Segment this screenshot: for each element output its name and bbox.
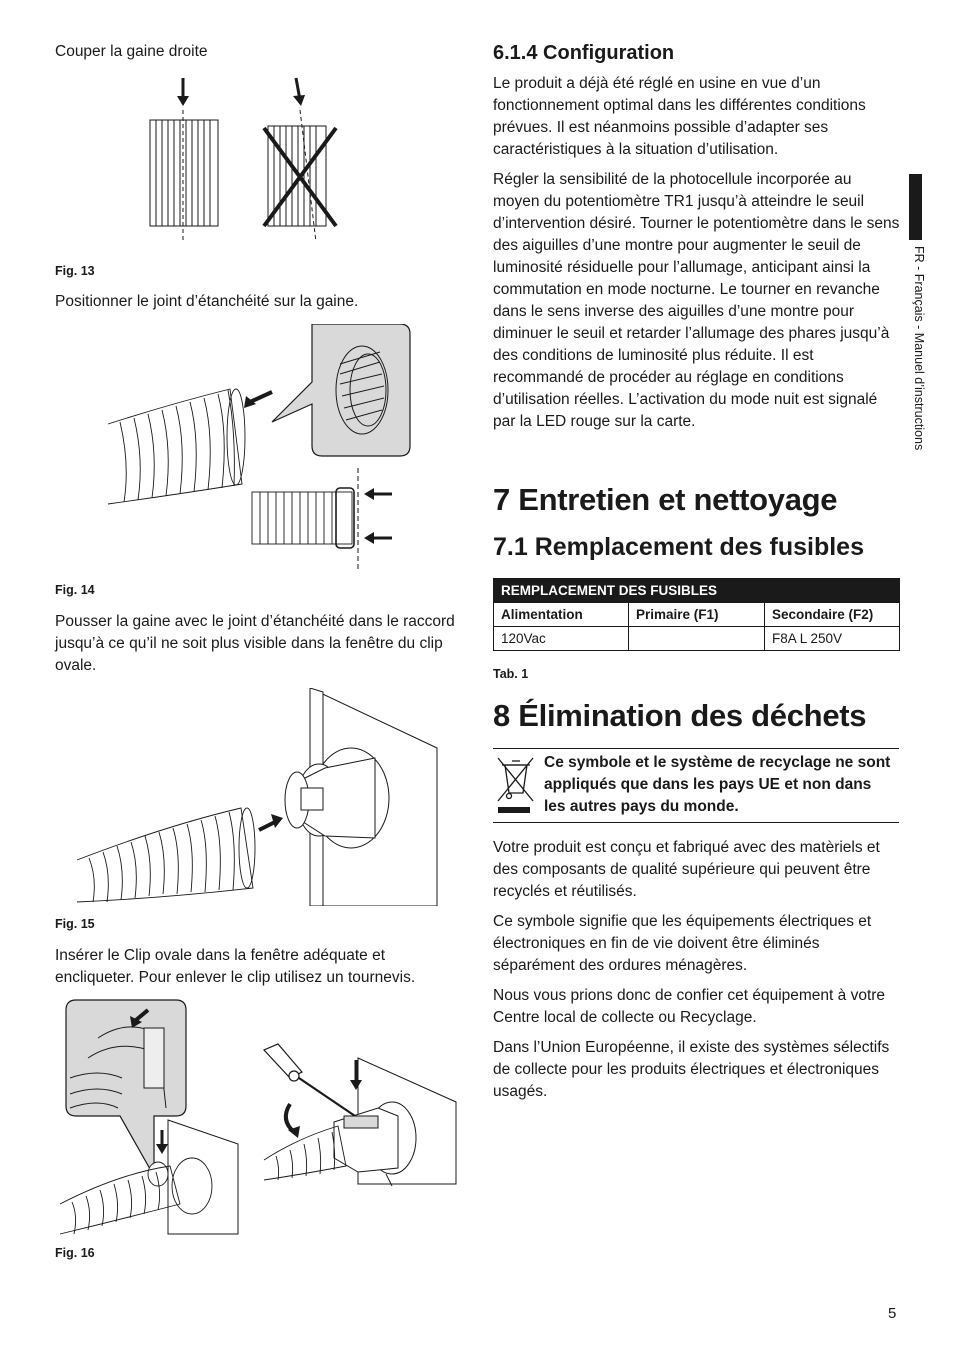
fig13-label: Fig. 13 <box>55 264 95 278</box>
section-7-heading: 7 Entretien et nettoyage <box>493 482 838 517</box>
page-number: 5 <box>888 1305 897 1322</box>
fig14-illustration <box>100 324 420 574</box>
disposal-para-1: Votre produit est conçu et fabriqué avec des matèriels et des composants de qualité supérieure qui peuvent être recyclés et réutilisés. <box>493 839 880 900</box>
fig15-label: Fig. 15 <box>55 917 95 931</box>
language-tab-marker <box>909 174 922 240</box>
fig16-illustration <box>58 998 458 1236</box>
fuse-table-header: Alimentation <box>494 603 629 627</box>
disposal-para-2: Ce symbole signifie que les équipements électriques et électroniques en fin de vie doivent être éliminés séparément des ordures ménagères. <box>493 913 872 974</box>
fuse-table-header: Primaire (F1) <box>629 603 765 627</box>
fig15-illustration <box>75 688 445 906</box>
table-cell: F8A L 250V <box>765 627 900 651</box>
fig16-caption: Insérer le Clip ovale dans la fenêtre adéquate et encliqueter. Pour enlever le clip utilisez un tournevis. <box>55 947 416 986</box>
fig13-caption: Couper la gaine droite <box>55 43 208 60</box>
disposal-text <box>493 837 903 1111</box>
fig16-label: Fig. 16 <box>55 1246 95 1260</box>
fig13-illustration <box>140 74 340 254</box>
table-cell: 120Vac <box>494 627 629 651</box>
fuse-table-header: Secondaire (F2) <box>765 603 900 627</box>
configuration-para-2: Régler la sensibilité de la photocellule incorporée au moyen du potentiomètre TR1 jusqu’à atteindre le seuil d’intervention désiré. Tourner le potentiomètre dans le sens des aiguilles d’une montre pour augmenter le seuil de luminosité résiduelle pour l’allumage, anticipant ainsi la commutation en mode nocturne. Le tourner en revanche dans le sens inverse des aiguilles d’une montre pour diminuer le seuil et retarder l’allumage des phares jusqu’à des conditions de luminosité plus réduite. Il est recommandé de procéder au réglage en conditions d’utilisation réelles. L’activation du mode nuit est signalé par la LED rouge sur la carte. <box>493 171 900 430</box>
configuration-text <box>493 73 901 441</box>
language-tab-label: FR - Français - Manuel d’instructions <box>912 246 926 451</box>
table-cell <box>629 627 765 651</box>
configuration-heading: 6.1.4 Configuration <box>493 42 675 64</box>
fig14-caption: Positionner le joint d’étanchéité sur la gaine. <box>55 293 359 310</box>
table-row <box>494 627 900 651</box>
fuse-table <box>493 578 900 651</box>
weee-notice-text: Ce symbole et le système de recyclage ne sont appliqués que dans les pays UE et non dans les autres pays du monde. <box>544 754 891 815</box>
table-caption: Tab. 1 <box>493 667 529 681</box>
section-8-heading: 8 Élimination des déchets <box>493 698 867 733</box>
disposal-para-3: Nous vous prions donc de confier cet équipement à votre Centre local de collecte ou Recyclage. <box>493 987 886 1026</box>
crossed-bin-icon <box>495 755 535 813</box>
disposal-para-4: Dans l’Union Européenne, il existe des systèmes sélectifs de collecte pour les produits électriques et électroniques usagés. <box>493 1039 890 1100</box>
configuration-para-1: Le produit a déjà été réglé en usine en vue d’un fonctionnement optimal dans les différentes conditions prévues. Il est néanmoins possible d’adapter ses caractéristiques à la situation d’utilisation. <box>493 75 866 158</box>
section-7-1-heading: 7.1 Remplacement des fusibles <box>493 533 864 561</box>
fuse-table-title: REMPLACEMENT DES FUSIBLES <box>494 579 900 603</box>
fig15-caption: Pousser la gaine avec le joint d’étanchéité dans le raccord jusqu’à ce qu’il ne soit plus visible dans la fenêtre du clip ovale. <box>55 613 455 674</box>
weee-notice <box>493 748 899 823</box>
fig14-label: Fig. 14 <box>55 583 95 597</box>
